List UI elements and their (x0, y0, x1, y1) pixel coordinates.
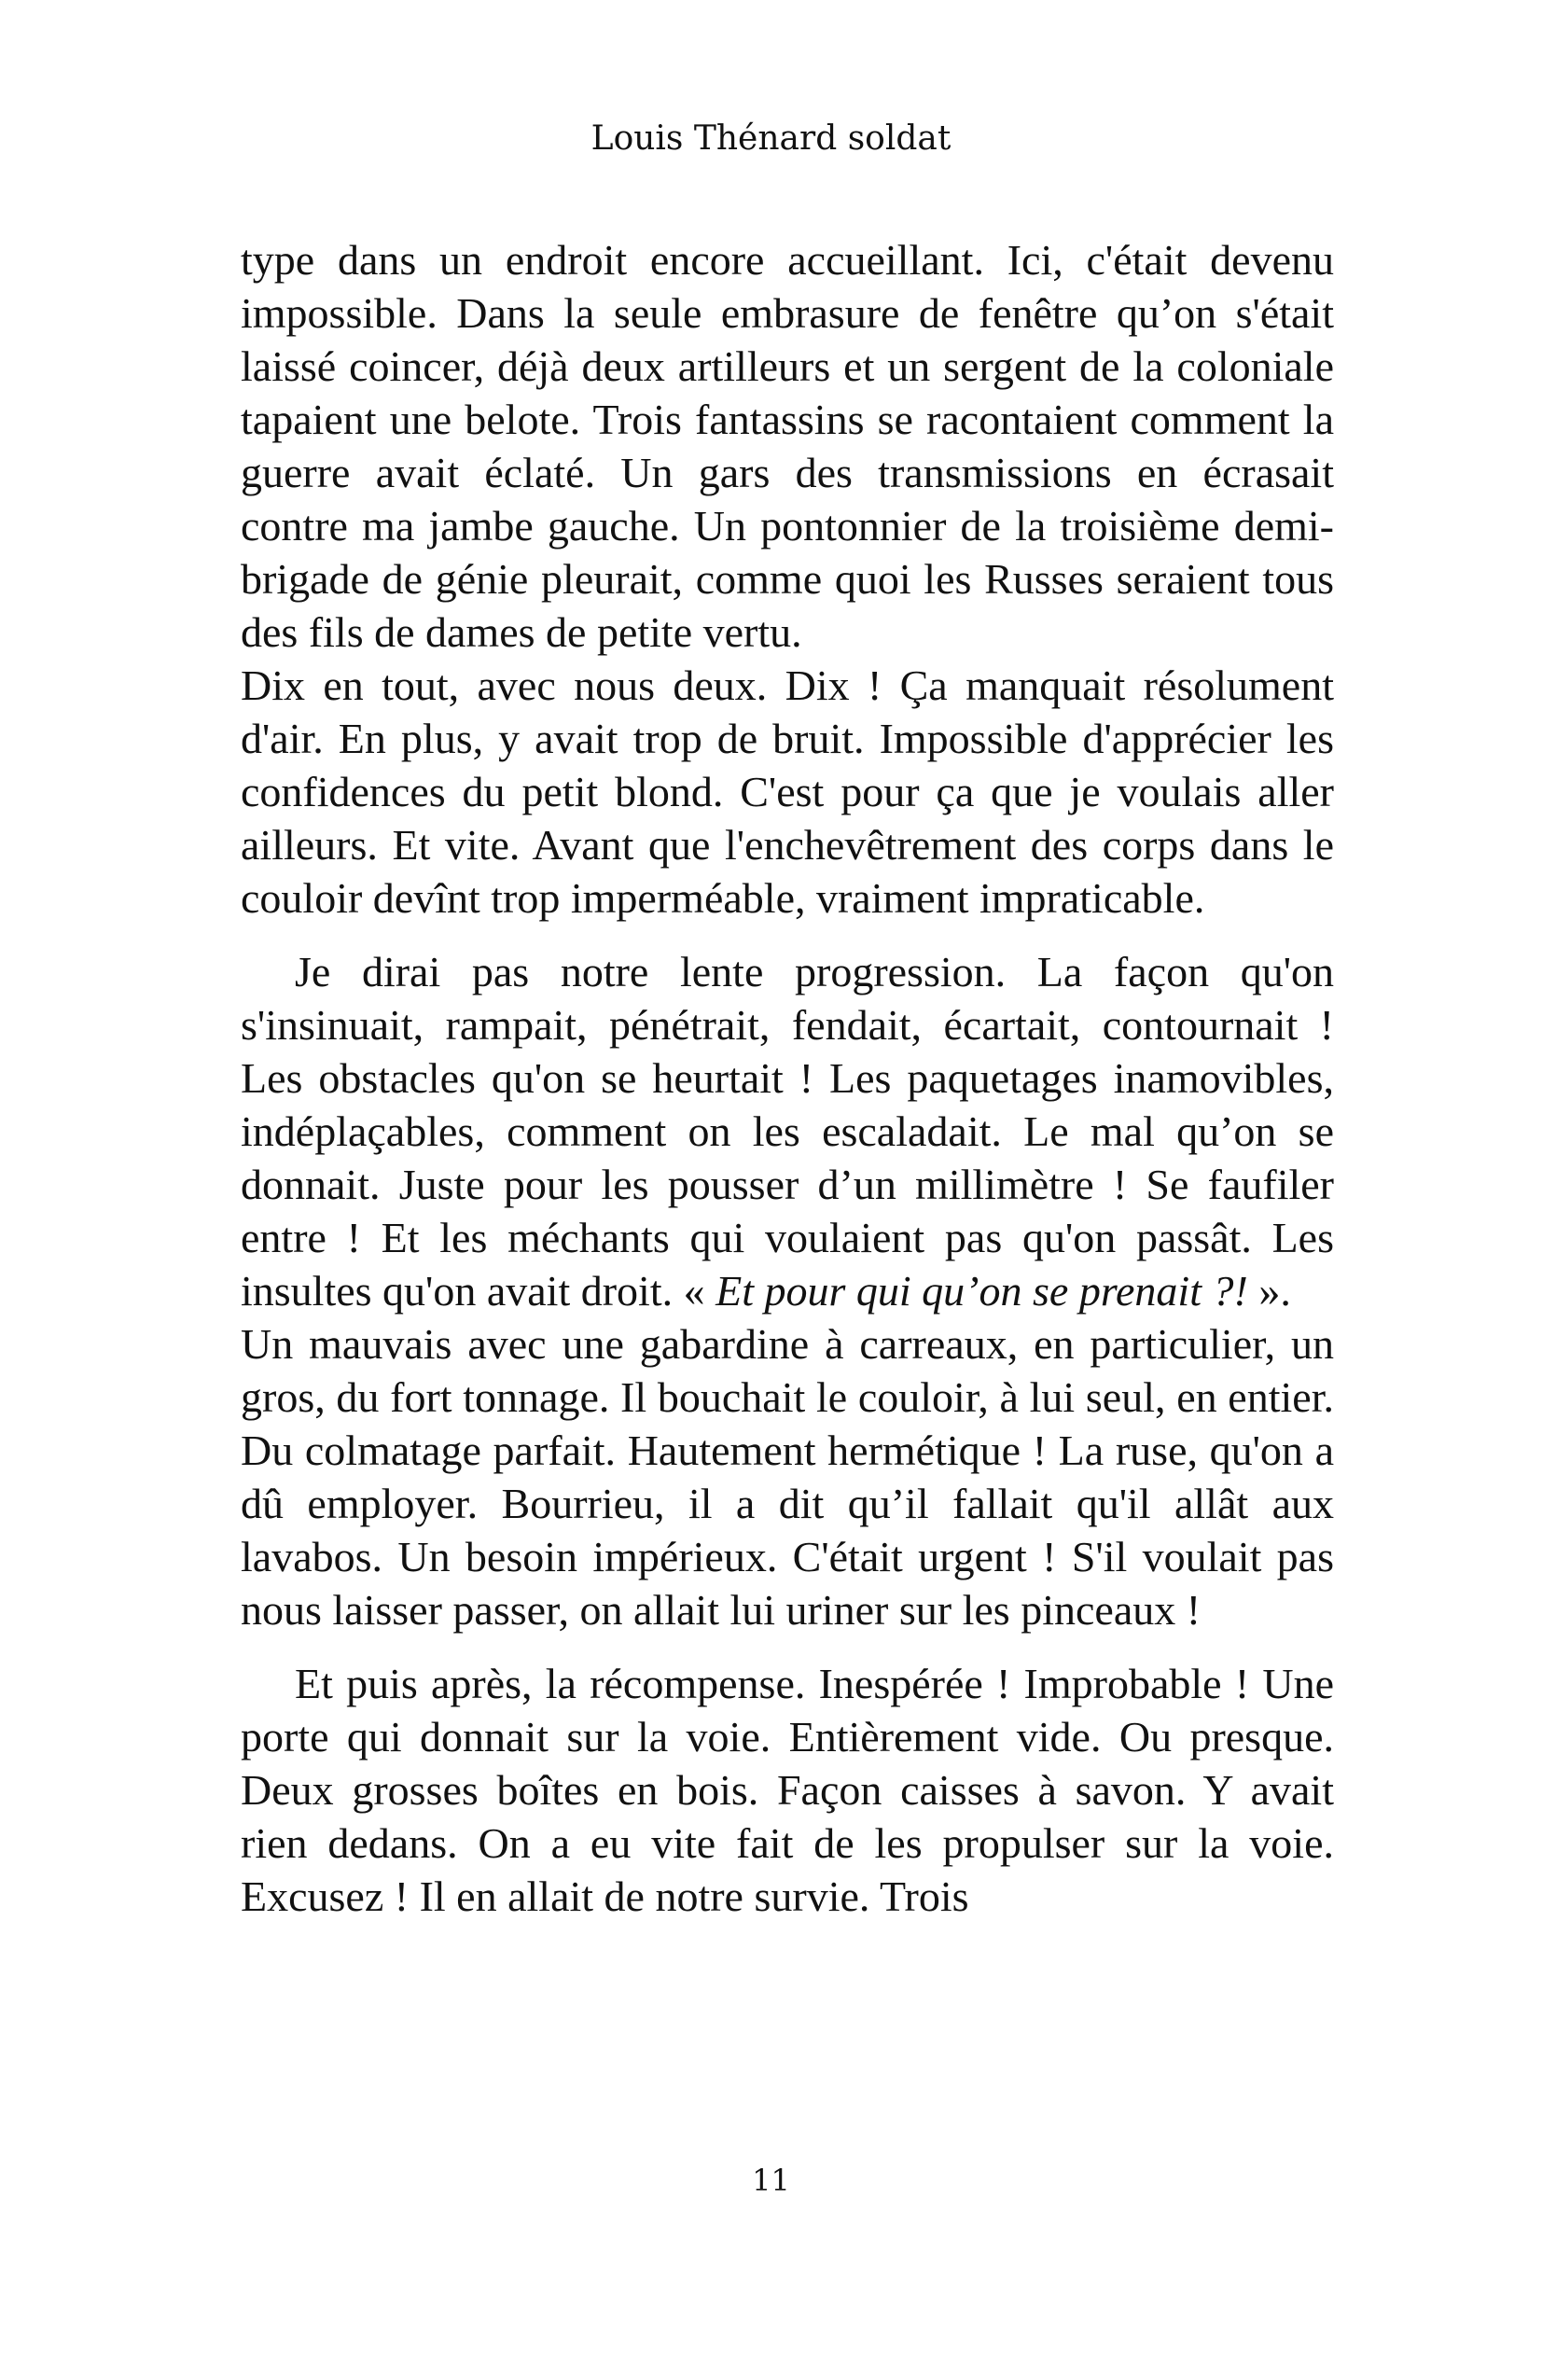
quote-close: ». (1247, 1267, 1291, 1315)
body-text (241, 233, 1334, 1923)
page-number: 11 (752, 2163, 790, 2198)
quote-open: « (683, 1267, 716, 1315)
italic-quote: Et pour qui qu’on se prenait ?! (715, 1267, 1248, 1315)
paragraph-text: Je dirai pas notre lente progression. La façon qu'on s'insinuait, rampait, pénétrait, fendait, écartait, contournait ! Les obstacles qu'on se heurtait ! Les paquetages inamovibles, indéplaçables, comment on les escaladait. Le mal qu’on se donnait. Juste pour les pousser d’un millimètre ! Se faufiler entre ! Et les méchants qui voulaient pas qu'on passât. Les insultes qu'on avait droit. (241, 948, 1334, 1315)
paragraph: Dix en tout, avec nous deux. Dix ! Ça manquait résolument d'air. En plus, y avait trop de bruit. Impossible d'apprécier les confidences du petit blond. C'est pour ça que je voulais aller ailleurs. Et vite. Avant que l'enchevêtrement des corps dans le couloir devînt trop imperméable, vraiment impraticable. (241, 661, 1334, 922)
paragraph: type dans un endroit encore accueillant. Ici, c'était devenu impossible. Dans la seule embrasure de fenêtre qu’on s'était laissé coincer, déjà deux artilleurs et un sergent de la coloniale tapaient une belote. Trois fantassins se racontaient comment la guerre avait éclaté. Un gars des transmissions en écrasait contre ma jambe gauche. Un pontonnier de la troisième demi-brigade de génie pleurait, comme quoi les Russes seraient tous des fils de dames de petite vertu. (241, 236, 1334, 656)
paragraph: Et puis après, la récompense. Inespérée ! Improbable ! Une porte qui donnait sur la voie. Entièrement vide. Ou presque. Deux grosses boîtes en bois. Façon caisses à savon. Y avait rien dedans. On a eu vite fait de les propulser sur la voie. Excusez ! Il en allait de notre survie. Trois (241, 1660, 1334, 1920)
paragraph (241, 945, 1334, 1317)
paragraph: Un mauvais avec une gabardine à carreaux, en particulier, un gros, du fort tonnage. Il bouchait le couloir, à lui seul, en entier. Du colmatage parfait. Hautement hermétique ! La ruse, qu'on a dû employer. Bourrieu, il a dit qu’il fallait qu'il allât aux lavabos. Un besoin impérieux. C'était urgent ! S'il voulait pas nous laisser passer, on allait lui uriner sur les pinceaux ! (241, 1320, 1334, 1634)
running-header: Louis Thénard soldat (590, 119, 952, 158)
